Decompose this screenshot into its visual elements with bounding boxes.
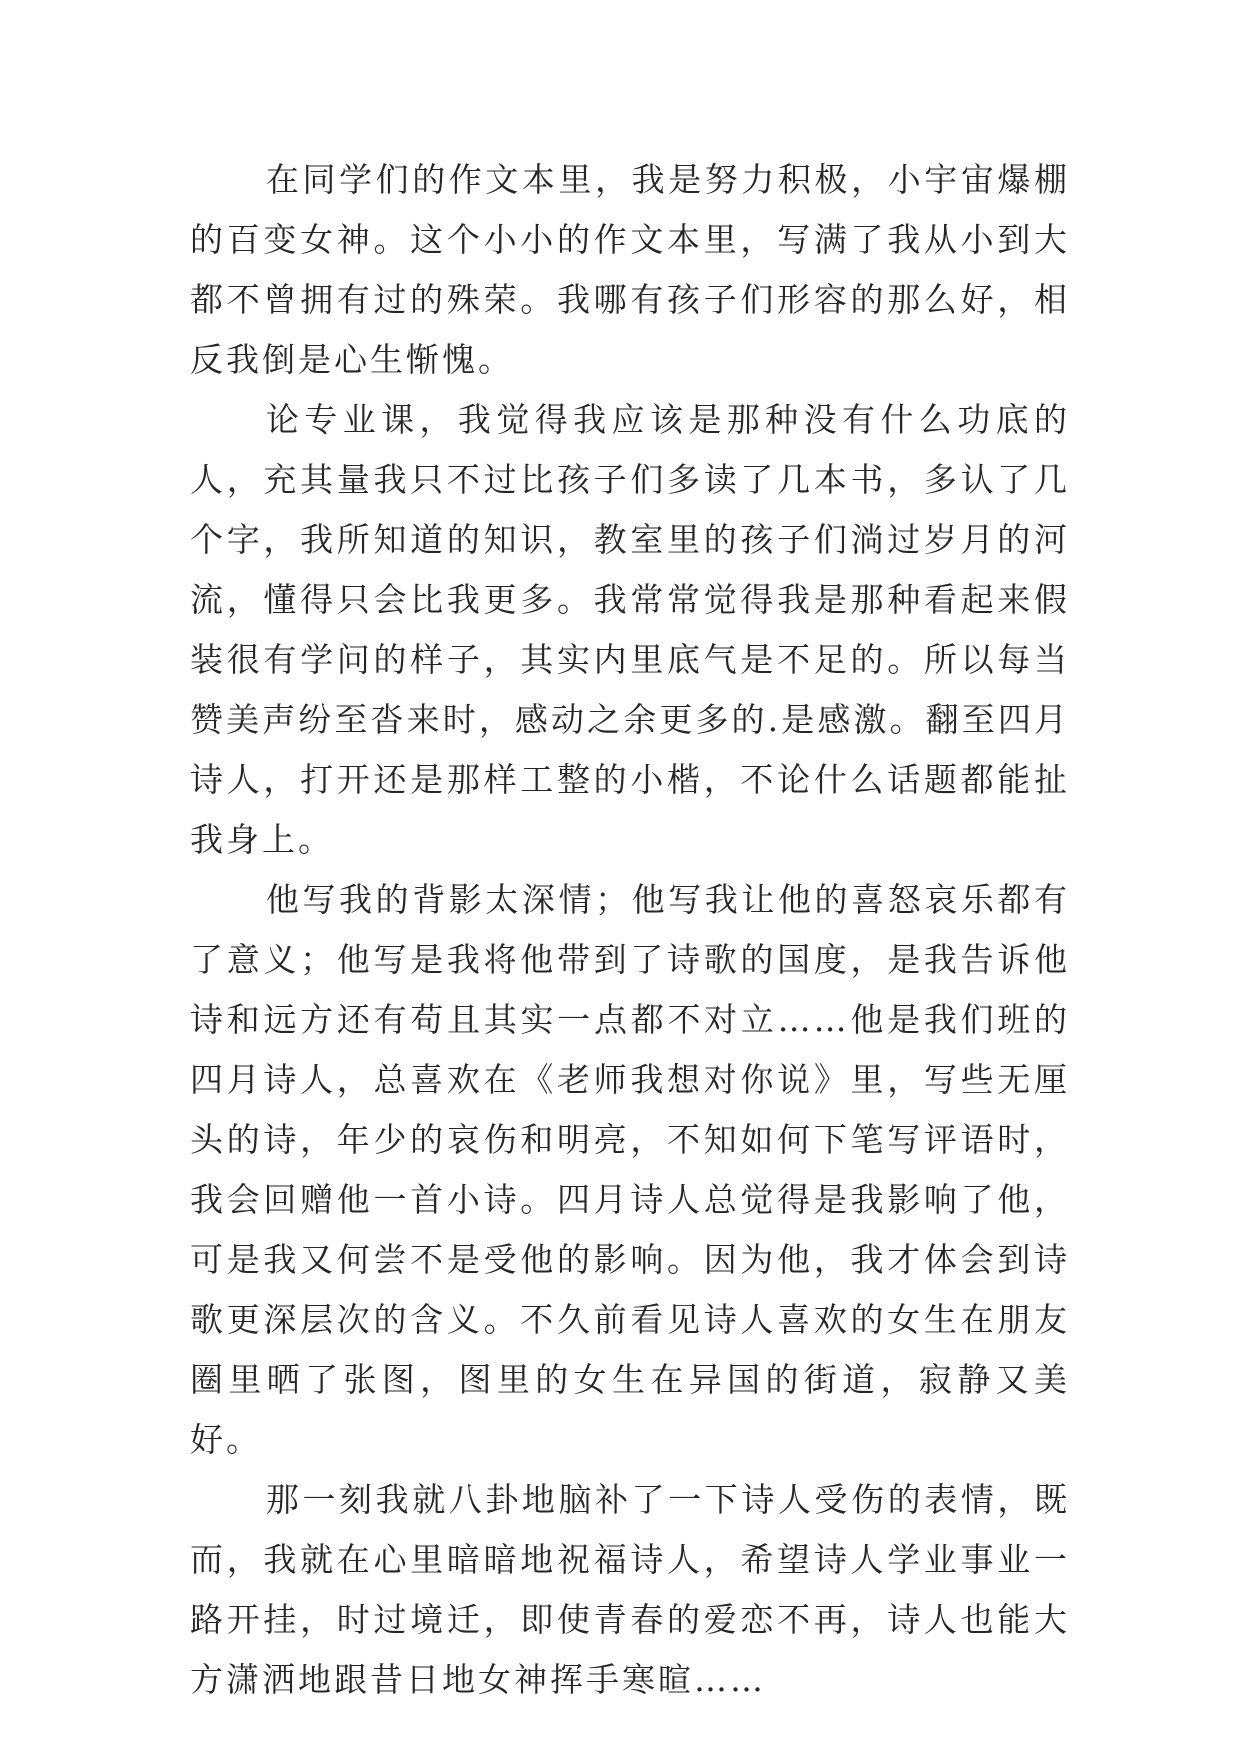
paragraph-2: 论专业课，我觉得我应该是那种没有什么功底的人，充其量我只不过比孩子们多读了几本书，多认了几个字，我所知道的知识，教室里的孩子们淌过岁月的河流，懂得只会比我更多。我常常觉得我是那种看起来假装很有学问的样子，其实内里底气是不足的。所以每当赞美声纷至沓来时，感动之余更多的.是感激。翻至四月诗人，打开还是那样工整的小楷，不论什么话题都能扯我身上。 (190, 400, 1070, 859)
paragraph-3: 他写我的背影太深情；他写我让他的喜怒哀乐都有了意义；他写是我将他带到了诗歌的国度，是我告诉他诗和远方还有苟且其实一点都不对立……他是我们班的四月诗人，总喜欢在《老师我想对你说》里，写些无厘头的诗，年少的哀伤和明亮，不知如何下笔写评语时，我会回赠他一首小诗。四月诗人总觉得是我影响了他，可是我又何尝不是受他的影响。因为他，我才体会到诗歌更深层次的含义。不久前看见诗人喜欢的女生在朋友圈里晒了张图，图里的女生在异国的街道，寂静又美好。 (190, 880, 1070, 1459)
paragraph-4: 那一刻我就八卦地脑补了一下诗人受伤的表情，既而，我就在心里暗暗地祝福诗人，希望诗人学业事业一路开挂，时过境迁，即使青春的爱恋不再，诗人也能大方潇洒地跟昔日地女神挥手寒暄…… (190, 1480, 1070, 1699)
paragraph-1: 在同学们的作文本里，我是努力积极，小宇宙爆棚的百变女神。这个小小的作文本里，写满了我从小到大都不曾拥有过的殊荣。我哪有孩子们形容的那么好，相反我倒是心生惭愧。 (190, 160, 1070, 379)
document-body (190, 150, 1070, 1710)
